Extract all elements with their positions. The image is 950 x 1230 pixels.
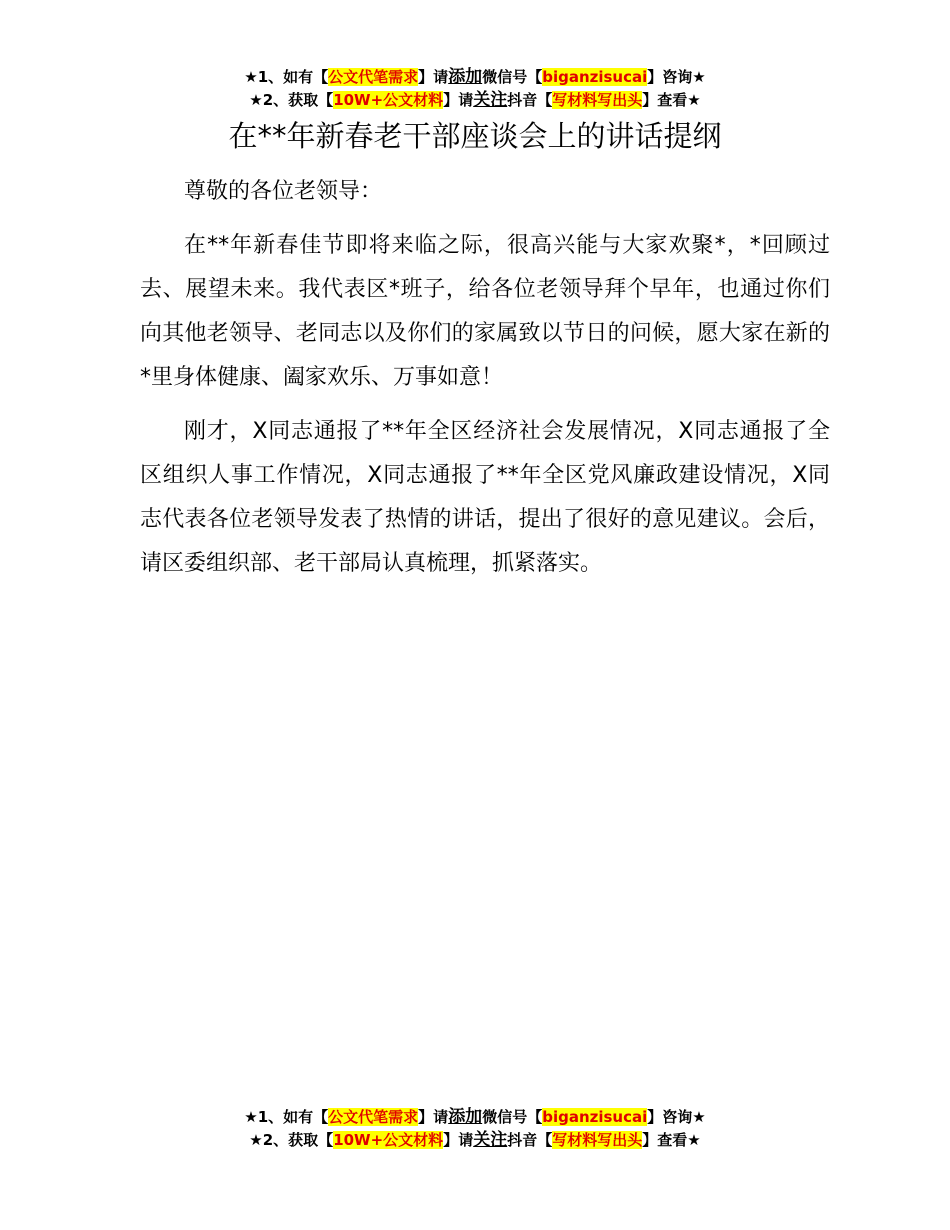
promo-text: 抖音【 <box>507 1131 553 1149</box>
promo-text: 】请 <box>418 1108 449 1126</box>
promo-text: 】咨询★ <box>647 68 706 86</box>
promo-text: 微信号【 <box>482 68 543 86</box>
promo-text: ★1、如有【 <box>244 68 329 86</box>
promo-underlined: 添加 <box>448 67 483 87</box>
promo-highlight: 10W+公文材料 <box>333 91 444 109</box>
promo-text: 】查看★ <box>642 1131 701 1149</box>
promo-text: ★2、获取【 <box>249 1131 334 1149</box>
promo-text: 】请 <box>443 91 474 109</box>
promo-text: 】咨询★ <box>647 1108 706 1126</box>
promo-underlined: 关注 <box>473 1130 508 1150</box>
promo-line-2 <box>0 89 950 112</box>
promo-text: 】查看★ <box>642 91 701 109</box>
paragraph: 刚才，X同志通报了**年全区经济社会发展情况，X同志通报了全区组织人事工作情况，X同志通报了**年全区党风廉政建设情况，X同志代表各位老领导发表了热情的讲话，提出了很好的意见建议。会后，请区委组织部、老干部局认真梳理，抓紧落实。 <box>140 419 830 576</box>
promo-highlight: biganzisucai <box>542 68 648 86</box>
footer-promo-banner <box>0 1106 950 1152</box>
promo-text: ★1、如有【 <box>244 1108 329 1126</box>
promo-highlight: 公文代笔需求 <box>328 68 419 86</box>
promo-text: 微信号【 <box>482 1108 543 1126</box>
promo-highlight: 写材料写出头 <box>552 91 643 109</box>
paragraph: 在**年新春佳节即将来临之际，很高兴能与大家欢聚*，*回顾过去、展望未来。我代表区*班子，给各位老领导拜个早年，也通过你们向其他老领导、老同志以及你们的家属致以节日的问候，愿大家在新的*里身体健康、阖家欢乐、万事如意！ <box>140 233 830 390</box>
document-body <box>140 170 830 596</box>
header-promo-banner <box>0 66 950 112</box>
promo-line-1 <box>0 1106 950 1129</box>
promo-line-1 <box>0 66 950 89</box>
greeting: 尊敬的各位老领导： <box>184 179 383 204</box>
promo-text: ★2、获取【 <box>249 91 334 109</box>
promo-text: 】请 <box>418 68 449 86</box>
promo-line-2 <box>0 1129 950 1152</box>
promo-text: 】请 <box>443 1131 474 1149</box>
promo-underlined: 关注 <box>473 90 508 110</box>
promo-highlight: 写材料写出头 <box>552 1131 643 1149</box>
promo-highlight: 10W+公文材料 <box>333 1131 444 1149</box>
promo-text: 抖音【 <box>507 91 553 109</box>
document-title: 在**年新春老干部座谈会上的讲话提纲 <box>228 119 722 153</box>
promo-underlined: 添加 <box>448 1107 483 1127</box>
promo-highlight: 公文代笔需求 <box>328 1108 419 1126</box>
promo-highlight: biganzisucai <box>542 1108 648 1126</box>
